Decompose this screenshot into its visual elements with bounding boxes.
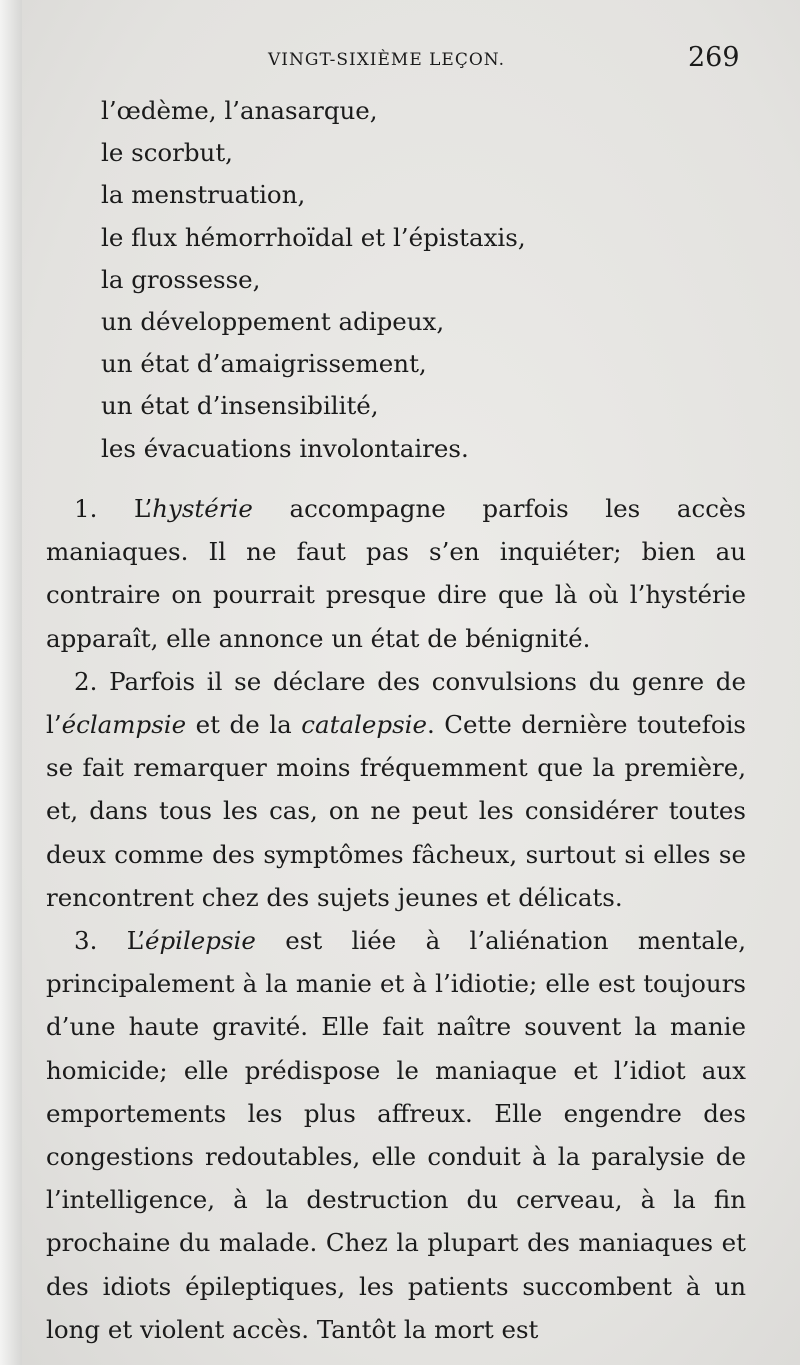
paragraph-mid: et de la (186, 710, 302, 740)
list-item: un développement adipeux, (101, 307, 445, 337)
term-epilepsy: épilepsie (144, 926, 256, 956)
paragraph-convulsions (46, 660, 746, 919)
running-title: VINGT-SIXIÈME LEÇON. (268, 50, 505, 70)
list-item: le scorbut, (101, 138, 233, 168)
paragraph-hysteria (46, 487, 746, 660)
list-item: la grossesse, (101, 264, 261, 294)
term-hysteria: hystérie (152, 494, 253, 523)
page-number: 269 (688, 42, 740, 73)
paragraph-number: 3. (74, 926, 98, 956)
page-gutter-shadow (0, 0, 22, 1365)
list-item: un état d’insensibilité, (101, 391, 379, 421)
list-item: la menstruation, (101, 180, 306, 210)
paragraph-epilepsy (46, 919, 746, 1351)
list-item: l’œdème, l’anasarque, (101, 96, 378, 125)
paragraph-text: accompagne parfois les accès maniaques. Il ne faut pas s’en inquiéter; bien au contraire on pourrait presque dire que là où l’hystérie apparaît, elle annonce un état de bénignité. (46, 494, 746, 653)
article: L’ (126, 926, 145, 956)
term-eclampsia: éclampsie (61, 710, 187, 740)
paragraph-number: 2. (74, 666, 98, 696)
list-item: les évacuations involontaires. (101, 433, 469, 463)
term-catalepsy: catalepsie (301, 710, 427, 740)
paragraph-text: . Cette dernière toutefois se fait remarquer moins fréquemment que la première, et, dans tous les cas, on ne peut les considérer toutes deux comme des symptômes fâcheux, surtout si elles se rencontrent chez des sujets jeunes et délicats. (46, 710, 746, 912)
page-header (0, 42, 800, 82)
paragraph-text: est liée à l’aliénation mentale, principalement à la manie et à l’idiotie; elle est toujours d’une haute gravité. Elle fait naître souvent la manie homicide; elle prédispose le maniaque et l’idiot aux emportements les plus affreux. Elle engendre des congestions redoutables, elle conduit à la paralysie de l’intelligence, à la destruction du cerveau, à la fin prochaine du malade. Chez la plupart des maniaques et des idiots épileptiques, les patients succombent à un long et violent accès. Tantôt la mort est (46, 926, 746, 1344)
list-item: un état d’amaigrissement, (101, 349, 427, 379)
list-item: le flux hémorrhoïdal et l’épistaxis, (101, 222, 526, 252)
symptom-list (101, 90, 526, 470)
paragraph-number: 1. (74, 494, 98, 523)
paragraph-lead: Parfois il se déclare des convulsions du genre de l’ (46, 666, 746, 740)
body-text (46, 487, 746, 1351)
article: L’ (134, 494, 153, 523)
